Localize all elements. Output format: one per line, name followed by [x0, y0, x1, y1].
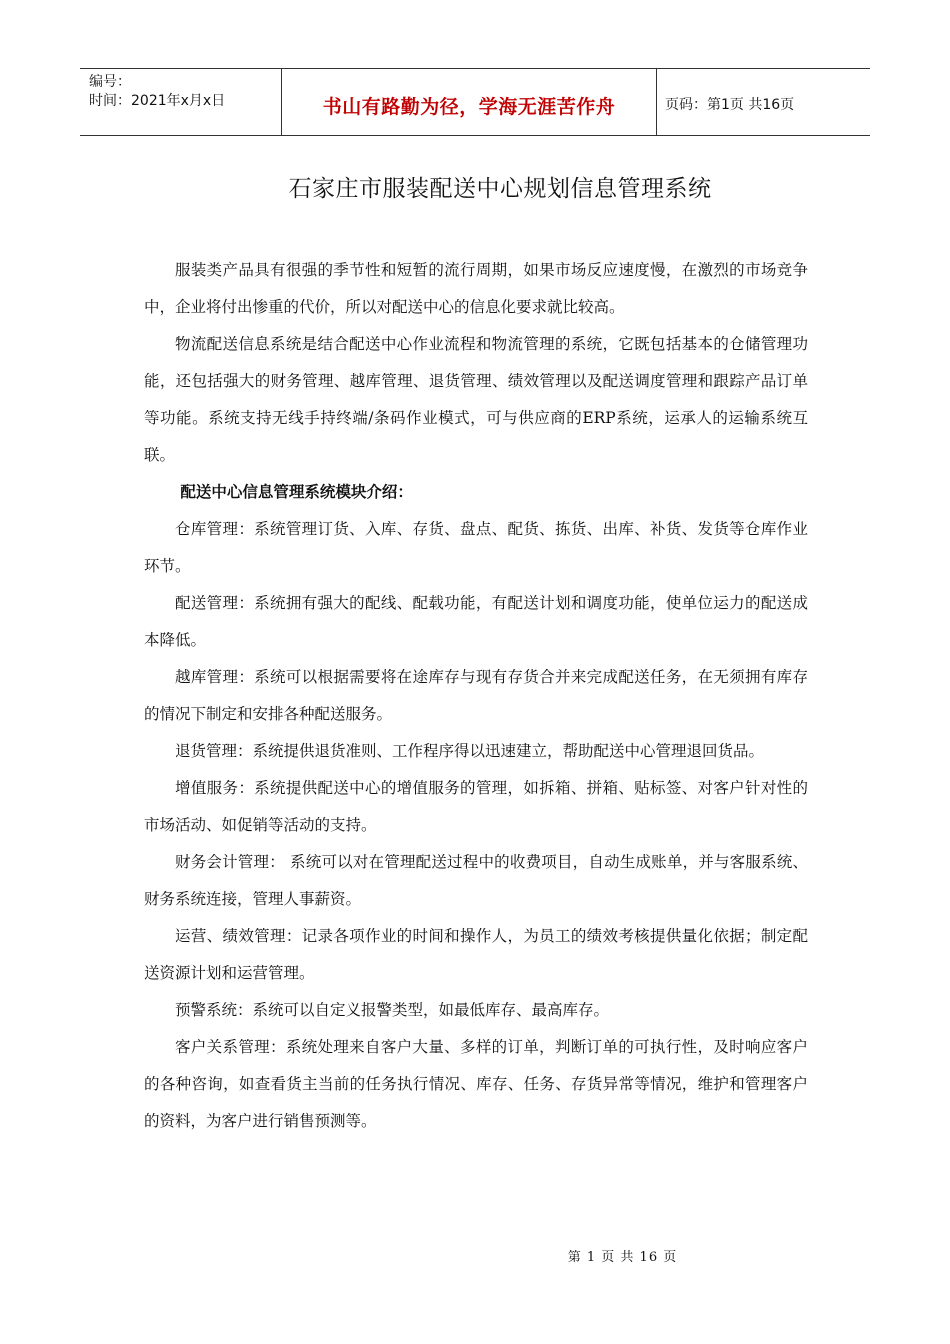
page-header	[80, 68, 870, 136]
intro-paragraph: 服装类产品具有很强的季节性和短暂的流行周期，如果市场反应速度慢，在激烈的市场竞争中，企业将付出惨重的代价，所以对配送中心的信息化要求就比较高。	[144, 261, 808, 316]
document-body	[144, 252, 808, 1140]
module-paragraph-crm: 客户关系管理：系统处理来自客户大量、多样的订单，判断订单的可执行性，及时响应客户的各种咨询，如查看货主当前的任务执行情况、库存、任务、存货异常等情况，维护和管理客户的资料，为客户进行销售预测等。	[144, 1038, 808, 1130]
header-page-info-cell	[657, 69, 870, 136]
module-paragraph-operations: 运营、绩效管理：记录各项作业的时间和操作人，为员工的绩效考核提供量化依据；制定配送资源计划和运营管理。	[144, 927, 808, 982]
module-paragraph-alerts: 预警系统：系统可以自定义报警类型，如最低库存、最高库存。	[175, 1001, 610, 1019]
document-number-label: 编号：	[89, 74, 131, 90]
module-paragraph-cross-dock: 越库管理：系统可以根据需要将在途库存与现有存货合并来完成配送任务，在无须拥有库存的情况下制定和安排各种配送服务。	[144, 668, 808, 723]
header-page-info: 页码：第1页 共16页	[665, 97, 795, 113]
module-paragraph-distribution: 配送管理：系统拥有强大的配线、配载功能，有配送计划和调度功能，使单位运力的配送成本降低。	[144, 594, 808, 649]
section-heading: 配送中心信息管理系统模块介绍：	[180, 483, 413, 501]
header-motto-cell	[281, 69, 657, 136]
module-paragraph-value-added: 增值服务：系统提供配送中心的增值服务的管理，如拆箱、拼箱、贴标签、对客户针对性的市场活动、如促销等活动的支持。	[144, 779, 808, 834]
header-meta-cell	[80, 69, 281, 136]
page-footer: 第 1 页 共 16 页	[567, 1250, 678, 1265]
header-motto: 书山有路勤为径，学海无涯苦作舟	[322, 96, 616, 118]
module-paragraph-returns: 退货管理：系统提供退货准则、工作程序得以迅速建立，帮助配送中心管理退回货品。	[175, 742, 765, 760]
document-time-label: 时间：2021年x月x日	[89, 93, 226, 109]
module-paragraph-warehouse: 仓库管理：系统管理订货、入库、存货、盘点、配货、拣货、出库、补货、发货等仓库作业环节。	[144, 520, 808, 575]
intro-paragraph: 物流配送信息系统是结合配送中心作业流程和物流管理的系统，它既包括基本的仓储管理功能，还包括强大的财务管理、越库管理、退货管理、绩效管理以及配送调度管理和跟踪产品订单等功能。系统支持无线手持终端/条码作业模式，可与供应商的ERP系统，运承人的运输系统互联。	[144, 335, 808, 464]
document-title: 石家庄市服装配送中心规划信息管理系统	[288, 176, 712, 202]
module-paragraph-finance: 财务会计管理： 系统可以对在管理配送过程中的收费项目，自动生成账单，并与客服系统、财务系统连接，管理人事薪资。	[144, 853, 808, 908]
